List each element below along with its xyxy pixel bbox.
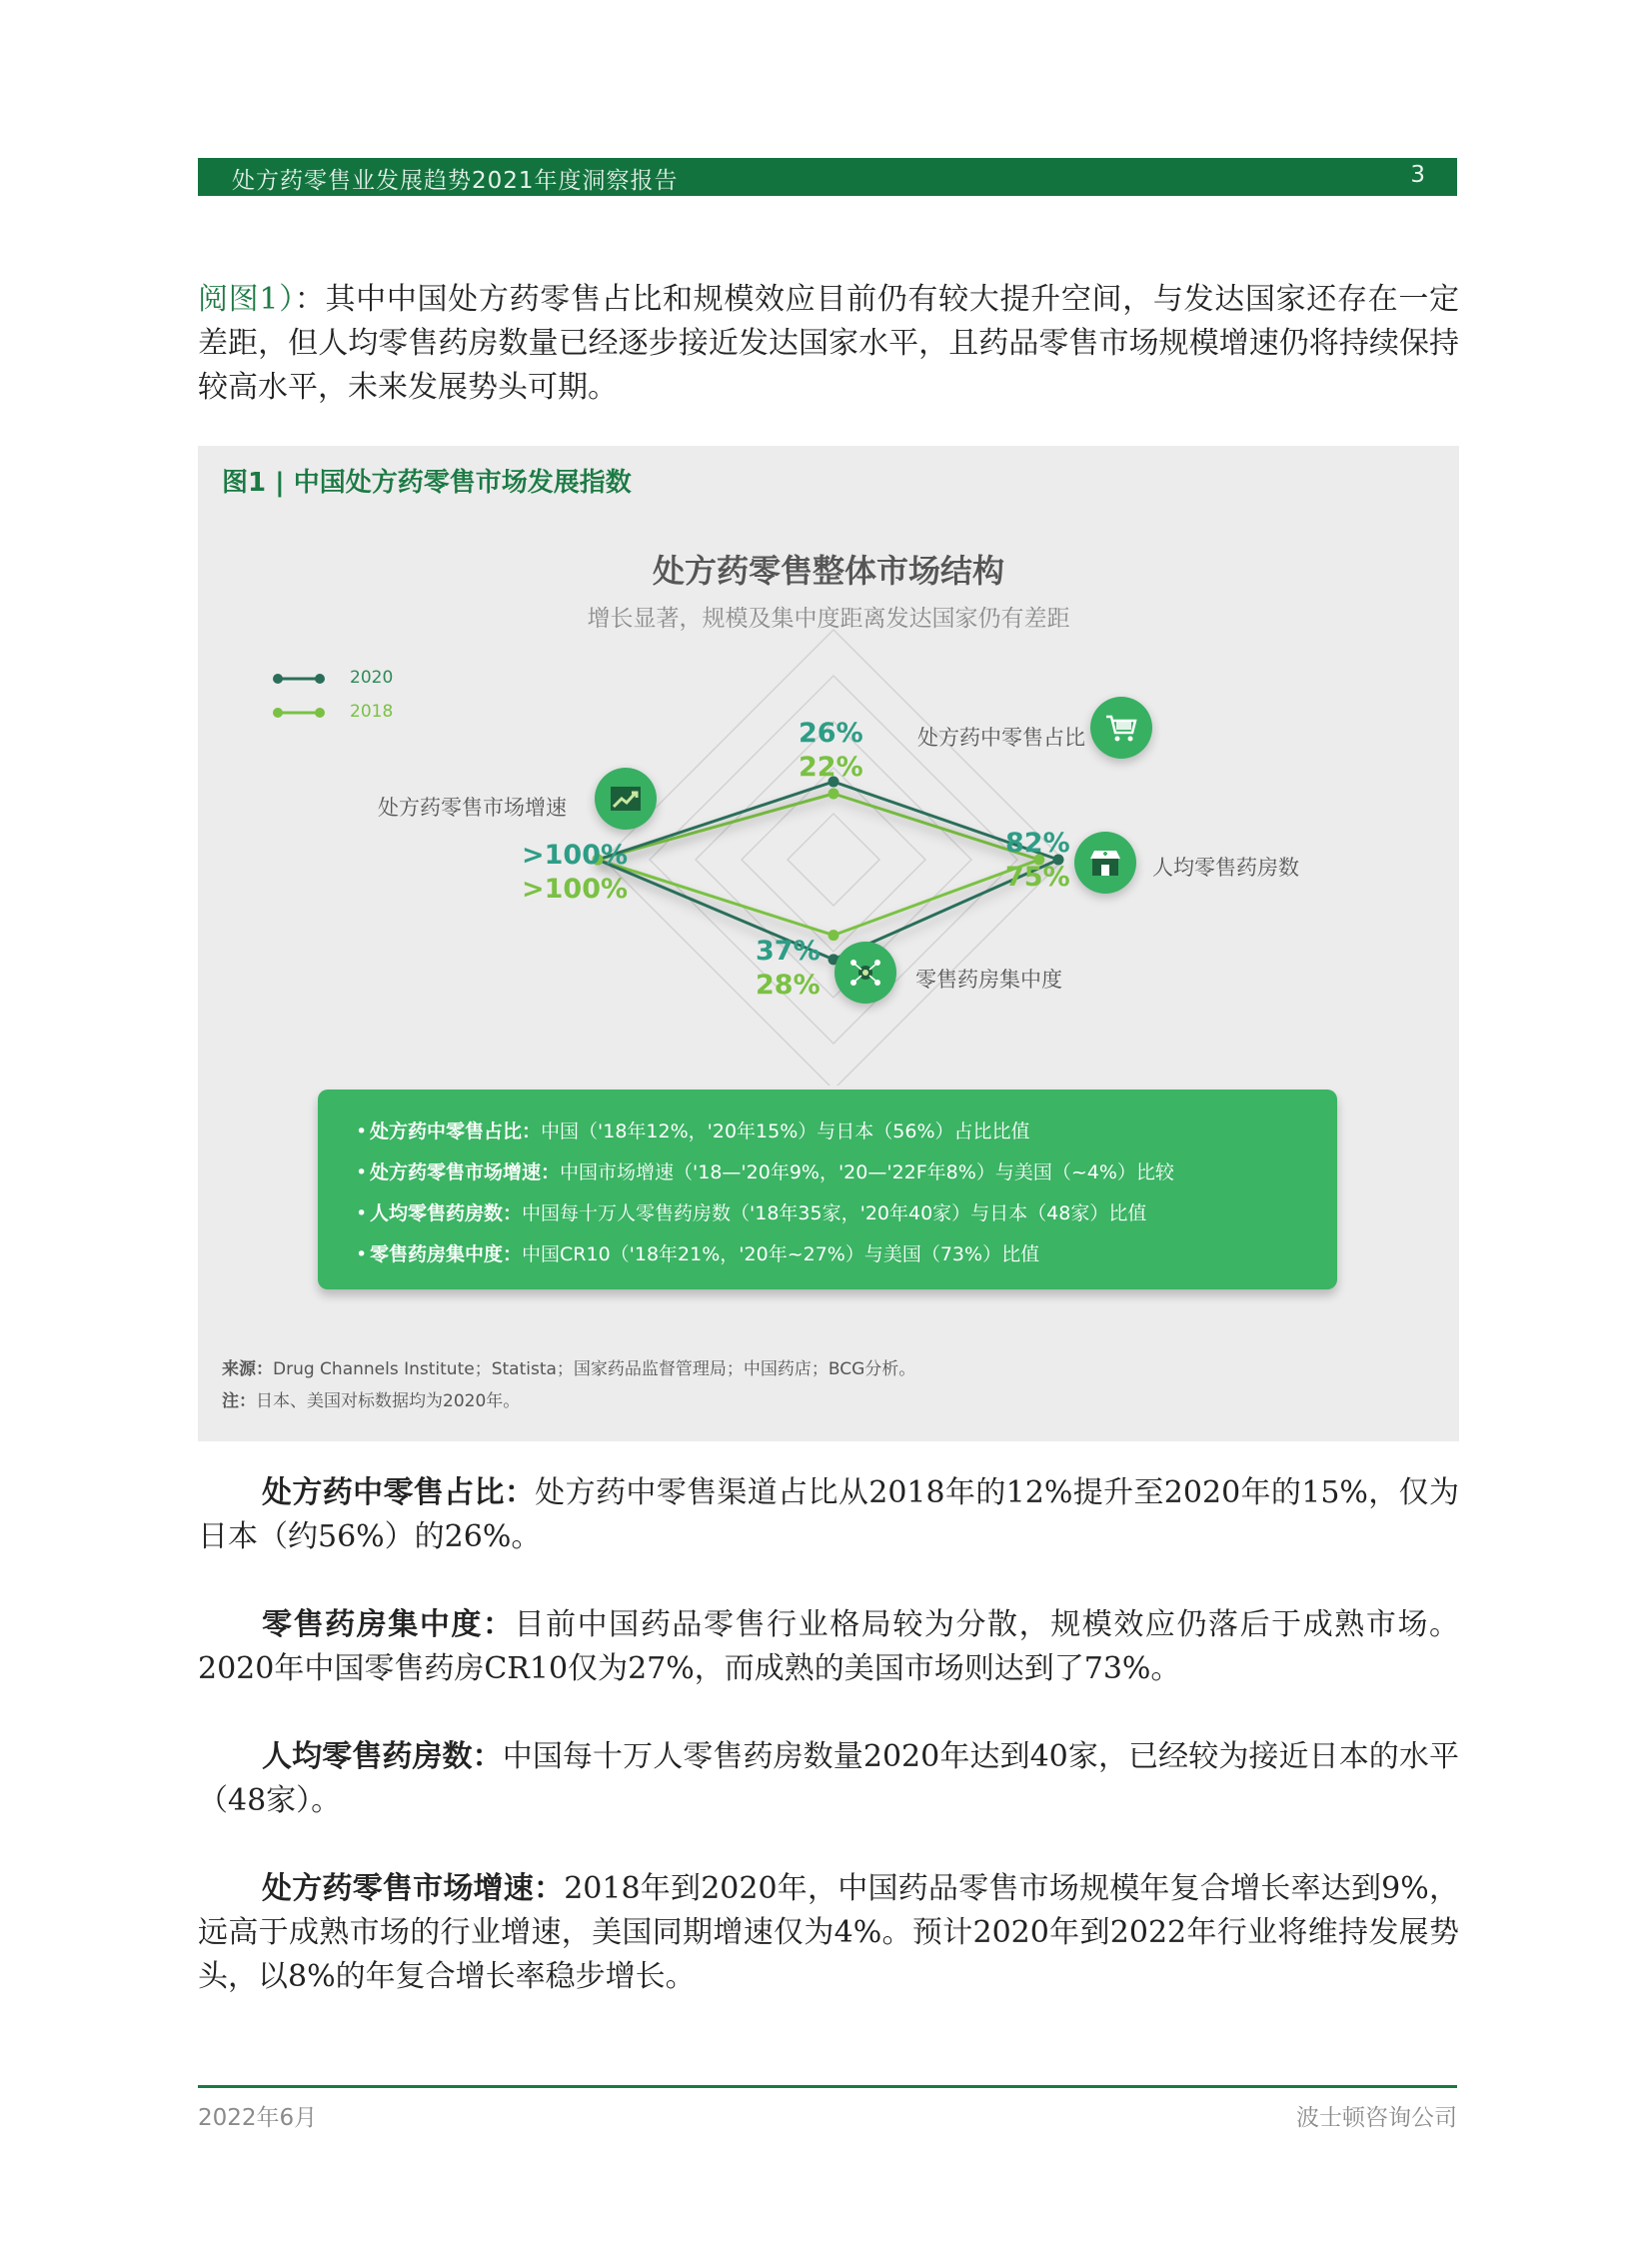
shopping-cart-icon (1090, 697, 1152, 759)
legend-2018-label: 2018 (350, 702, 394, 722)
figure-source (222, 1353, 915, 1417)
paragraph-label: 处方药中零售占比： (262, 1475, 536, 1510)
definition-item (370, 1193, 1337, 1234)
footer-divider (198, 2085, 1457, 2088)
top-value-2020: 26% (799, 718, 863, 749)
report-title: 处方药零售业发展趋势2021年度洞察报告 (232, 168, 679, 194)
note-label: 注： (222, 1391, 256, 1411)
paragraph-pharmacies-per-capita (198, 1735, 1459, 1823)
paragraph-label: 零售药房集中度： (262, 1607, 515, 1642)
figure-label: 图1 | 中国处方药零售市场发展指数 (222, 468, 632, 498)
radar-grid-ring (604, 630, 1063, 1086)
left-value-2020: >100% (522, 840, 629, 871)
definition-text: 中国CR10（'18年21%，'20年~27%）与美国（73%）比值 (522, 1243, 1040, 1265)
intro-paragraph (198, 278, 1459, 410)
page-number: 3 (1410, 162, 1425, 188)
chart-title: 处方药零售整体市场结构 (652, 552, 1004, 590)
axis-label-pharmacies-per-capita: 人均零售药房数 (1152, 856, 1299, 880)
top-value-2018: 22% (799, 752, 863, 783)
paragraph-text: 处方药中零售渠道占比从2018年的12%提升至2020年的15%，仅为日本（约56%）的26%。 (198, 1475, 1460, 1554)
growth-chart-icon (595, 768, 657, 830)
paragraph-text: 目前中国药品零售行业格局较为分散，规模效应仍落后于成熟市场。2020年中国零售药房CR10仅为27%，而成熟的美国市场则达到了73%。 (198, 1607, 1460, 1686)
right-value-2018: 75% (1005, 862, 1070, 893)
data-point-2018-0 (828, 789, 839, 800)
paragraph-label: 人均零售药房数： (262, 1739, 503, 1774)
axis-label-retail-share: 处方药中零售占比 (917, 726, 1085, 750)
definition-text: 中国（'18年12%，'20年15%）与日本（56%）占比比值 (541, 1121, 1030, 1142)
bottom-value-2018: 28% (756, 970, 821, 1001)
definition-text: 中国市场增速（'18—'20年9%，'20—'22F年8%）与美国（~4%）比较 (560, 1161, 1174, 1183)
legend-2020-marker (273, 674, 325, 684)
axis-label-market-growth: 处方药零售市场增速 (378, 796, 567, 820)
definition-item (370, 1112, 1337, 1152)
paragraph-concentration (198, 1603, 1459, 1691)
header-bar (198, 158, 1457, 196)
source-text: Drug Channels Institute；Statista；国家药品监督管理局；中国药店；BCG分析。 (273, 1359, 916, 1379)
axis-label-concentration: 零售药房集中度 (915, 968, 1062, 992)
definition-label: 人均零售药房数： (370, 1202, 523, 1224)
figure-reference: 阅图1） (198, 282, 295, 317)
data-point-2018-2 (828, 930, 839, 941)
paragraph-label: 处方药零售市场增速： (262, 1871, 565, 1906)
paragraph-text: 2018年到2020年，中国药品零售市场规模年复合增长率达到9%，远高于成熟市场的行业增速，美国同期增速仅为4%。预计2020年到2022年行业将维持发展势头，以8%的年复合增长率稳步增长。 (198, 1871, 1459, 1994)
pharmacy-store-icon (1074, 832, 1136, 894)
footer-org: 波士顿咨询公司 (1296, 2105, 1457, 2131)
chart-subtitle: 增长显著，规模及集中度距离发达国家仍有差距 (587, 606, 1070, 632)
intro-text: ：其中中国处方药零售占比和规模效应目前仍有较大提升空间，与发达国家还存在一定差距，但人均零售药房数量已经逐步接近发达国家水平，且药品零售市场规模增速仍将持续保持较高水平，未来发展势头可期。 (198, 282, 1459, 405)
radar-grid-ring (788, 814, 879, 906)
legend-2020-label: 2020 (350, 668, 394, 688)
definition-label: 处方药中零售占比： (370, 1121, 542, 1142)
paragraph-retail-share (198, 1471, 1459, 1559)
network-nodes-icon (834, 942, 896, 1004)
source-label: 来源： (222, 1359, 273, 1379)
definition-label: 处方药零售市场增速： (370, 1161, 561, 1183)
bottom-value-2020: 37% (756, 936, 821, 967)
right-value-2020: 82% (1005, 828, 1070, 859)
note-text: 日本、美国对标数据均为2020年。 (256, 1391, 521, 1411)
footer-date: 2022年6月 (198, 2105, 318, 2131)
paragraph-text: 中国每十万人零售药房数量2020年达到40家，已经较为接近日本的水平（48家）。 (198, 1739, 1459, 1818)
definition-item (370, 1234, 1337, 1275)
definitions-box (318, 1090, 1337, 1289)
definition-text: 中国每十万人零售药房数（'18年35家，'20年40家）与日本（48家）比值 (522, 1202, 1147, 1224)
radar-grid (604, 630, 1063, 1086)
figure-panel (198, 446, 1459, 1441)
definition-label: 零售药房集中度： (370, 1243, 523, 1265)
paragraph-market-growth (198, 1867, 1459, 1999)
left-value-2018: >100% (522, 874, 629, 905)
definition-item (370, 1152, 1337, 1193)
legend-2018-marker (273, 708, 325, 718)
